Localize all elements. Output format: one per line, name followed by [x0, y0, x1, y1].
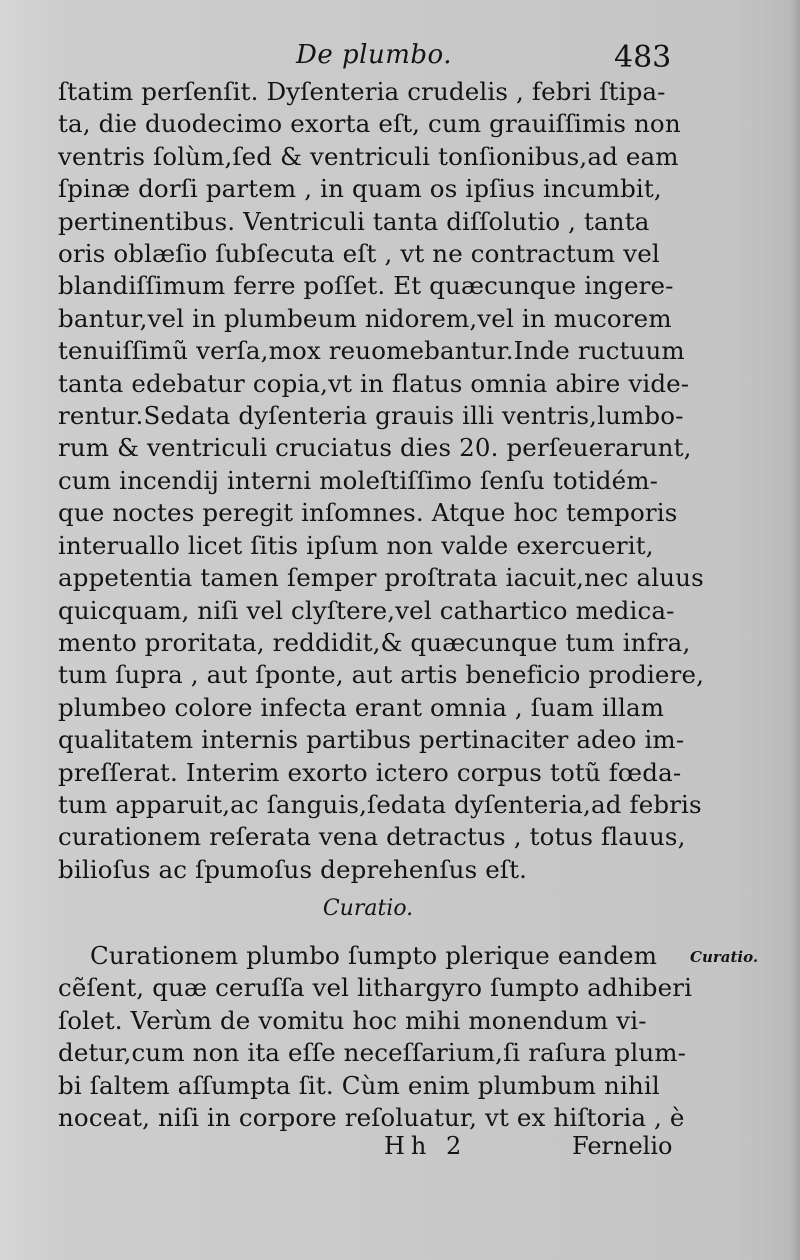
paragraph-curatio — [58, 940, 693, 1134]
text-line: bilioſus ac ſpumoſus deprehenſus eſt. — [58, 854, 528, 884]
text-line: qualitatem internis partibus pertinaciter adeo im- — [58, 725, 685, 755]
catchword: Fernelio — [572, 1132, 673, 1160]
text-line: tanta edebatur copia,vt in flatus omnia abire vide- — [58, 368, 690, 398]
paragraph-main — [58, 76, 705, 886]
text-line: oris oblæſio ſubſecuta eſt , vt ne contractum vel — [58, 239, 660, 269]
page-edge-shadow — [790, 0, 800, 1260]
text-line: blandiſſimum ferre poſſet. Et quæcunque ingere- — [58, 271, 674, 301]
text-line: interuallo licet ſitis ipſum non valde exercuerit, — [58, 530, 654, 560]
text-line: tum ſupra , aut ſponte, aut artis beneficio prodiere, — [58, 660, 705, 690]
text-line: curationem reſerata vena detractus , totus flauus, — [58, 822, 686, 852]
text-line: appetentia tamen ſemper proſtrata iacuit,nec aluus — [58, 563, 704, 593]
page-number: 483 — [614, 40, 672, 75]
margin-note: Curatio. — [690, 948, 759, 966]
text-line: rum & ventriculi cruciatus dies 20. perſeuerarunt, — [58, 433, 692, 463]
text-line: rentur.Sedata dyſenteria grauis illi ventris,lumbo- — [58, 401, 684, 431]
text-line: ſolet. Verùm de vomitu hoc mihi monendum vi- — [58, 1005, 647, 1035]
text-line: Curationem plumbo ſumpto plerique eandem — [90, 941, 658, 970]
signature-mark: Hh 2 — [384, 1132, 468, 1160]
running-head: De plumbo. — [296, 40, 452, 70]
text-line: preſſerat. Interim exorto ictero corpus totũ fœda- — [58, 757, 682, 787]
text-line: plumbeo colore infecta erant omnia , ſuam illam — [58, 692, 665, 722]
text-line: quicquam, niſi vel clyſtere,vel cathartico medica- — [58, 595, 675, 625]
text-line: cẽſent, quæ ceruſſa vel lithargyro ſumpto adhiberi — [58, 973, 693, 1003]
text-line: ſtatim perſenſit. Dyſenteria crudelis , febri ſtipa- — [58, 77, 666, 106]
text-line: ta, die duodecimo exorta eſt, cum grauiſſimis non — [58, 109, 681, 139]
text-line: ſpinæ dorſi partem , in quam os ipſius incumbit, — [58, 174, 662, 204]
text-line: bantur,vel in plumbeum nidorem,vel in mucorem — [58, 303, 672, 333]
section-heading: Curatio. — [322, 896, 414, 921]
text-line: que noctes peregit inſomnes. Atque hoc temporis — [58, 498, 678, 528]
text-line: pertinentibus. Ventriculi tanta diſſolutio , tanta — [58, 206, 650, 236]
text-line: detur,cum non ita eſſe neceſſarium,ſi raſura plum- — [58, 1038, 687, 1068]
text-line: ventris ſolùm,ſed & ventriculi tonſionibus,ad eam — [58, 141, 679, 171]
text-line: tum apparuit,ac ſanguis,ſedata dyſenteria,ad febris — [58, 789, 702, 819]
text-line: mento proritata, reddidit,& quæcunque tum infra, — [58, 627, 691, 657]
text-line: tenuiſſimũ verſa,mox reuomebantur.Inde ructuum — [58, 336, 685, 366]
text-line: cum incendij interni moleſtiſſimo ſenſu totidém- — [58, 465, 659, 495]
text-line: bi ſaltem aſſumpta ſit. Cùm enim plumbum nihil — [58, 1070, 660, 1100]
text-line: noceat, niſi in corpore reſoluatur, vt ex hiſtoria , è — [58, 1103, 685, 1133]
